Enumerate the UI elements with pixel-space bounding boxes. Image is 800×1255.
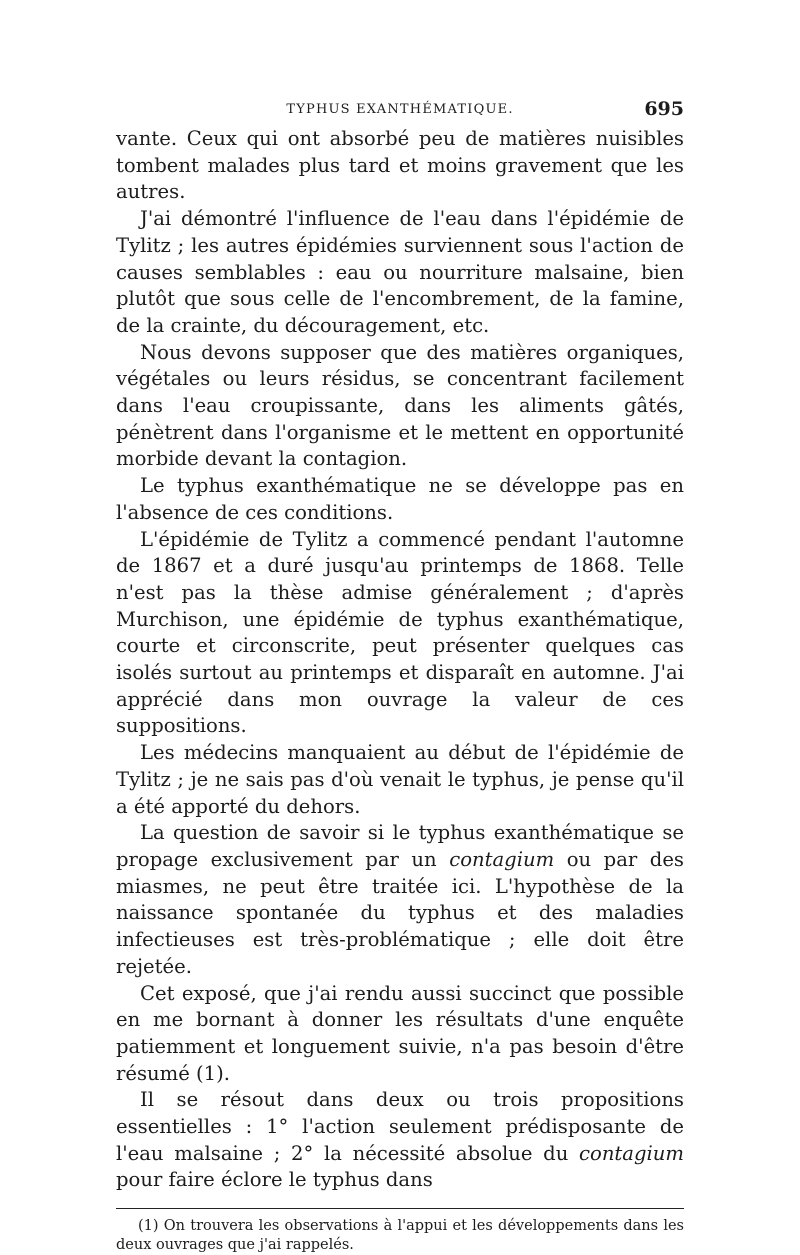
running-title: TYPHUS EXANTHÉMATIQUE.: [286, 102, 514, 117]
page-number: 695: [644, 98, 684, 120]
footnote: (1) On trouvera les observations à l'appui et les développements dans les deux ouvrages que j'ai rappelés.: [116, 1218, 684, 1254]
italic-term: contagium: [449, 847, 555, 871]
body-text: [116, 126, 684, 1194]
paragraph: [116, 473, 684, 526]
paragraph-text: Nous devons supposer que des matières organiques, végétales ou leurs résidus, se concentrant facilement dans l'eau croupissante, dans les aliments gâtés, pénètrent dans l'organisme et le mettent en opportunité morbide devant la contagion.: [116, 340, 684, 471]
paragraph: [116, 1087, 684, 1194]
paragraph: [116, 981, 684, 1088]
italic-term: contagium: [579, 1141, 684, 1165]
paragraph-text: vante. Ceux qui ont absorbé peu de matières nuisibles tombent malades plus tard et moins gravement que les autres.: [116, 127, 684, 204]
paragraph-text: pour faire éclore le typhus dans: [116, 1168, 433, 1192]
paragraph: [116, 740, 684, 820]
paragraph-text: L'épidémie de Tylitz a commencé pendant l'automne de 1867 et a duré jusqu'au printemps de 1868. Telle n'est pas la thèse admise généralement ; d'après Murchison, une épidémie de typhus exanthématique, courte et circonscrite, peut présenter quelques cas isolés surtout au printemps et disparaît en automne. J'ai apprécié dans mon ouvrage la valeur de ces suppositions.: [116, 527, 684, 738]
paragraph-text: ou par des miasmes, ne peut être traitée ici. L'hypothèse de la naissance spontanée du typhus et des maladies infectieuses est très-problématique ; elle doit être rejetée.: [116, 847, 684, 978]
footnote-rule: [116, 1208, 684, 1209]
running-head: [116, 96, 684, 126]
paragraph: [116, 340, 684, 474]
paragraph-text: La question de savoir si le typhus exanthématique se propage exclusivement par un: [116, 821, 684, 871]
paragraph: [116, 206, 684, 340]
paragraph-text: Cet exposé, que j'ai rendu aussi succinct que possible en me bornant à donner les résultats d'une enquête patiemment et longuement suivie, n'a pas besoin d'être résumé (1).: [116, 981, 684, 1085]
paragraph-text: Le typhus exanthématique ne se développe pas en l'absence de ces conditions.: [116, 474, 684, 524]
paragraph: [116, 527, 684, 741]
book-page: [116, 96, 684, 1255]
paragraph: [116, 126, 684, 206]
paragraph-text: J'ai démontré l'influence de l'eau dans l'épidémie de Tylitz ; les autres épidémies surviennent sous l'action de causes semblables : eau ou nourriture malsaine, bien plutôt que sous celle de l'encombrement, de la famine, de la crainte, du découragement, etc.: [116, 207, 684, 337]
paragraph-text: Les médecins manquaient au début de l'épidémie de Tylitz ; je ne sais pas d'où venait le typhus, je pense qu'il a été apporté du dehors.: [116, 741, 684, 818]
paragraph: [116, 820, 684, 980]
paragraph-text: Il se résout dans deux ou trois propositions essentielles : 1° l'action seulement prédisposante de l'eau malsaine ; 2° la nécessité absolue du: [116, 1088, 684, 1165]
